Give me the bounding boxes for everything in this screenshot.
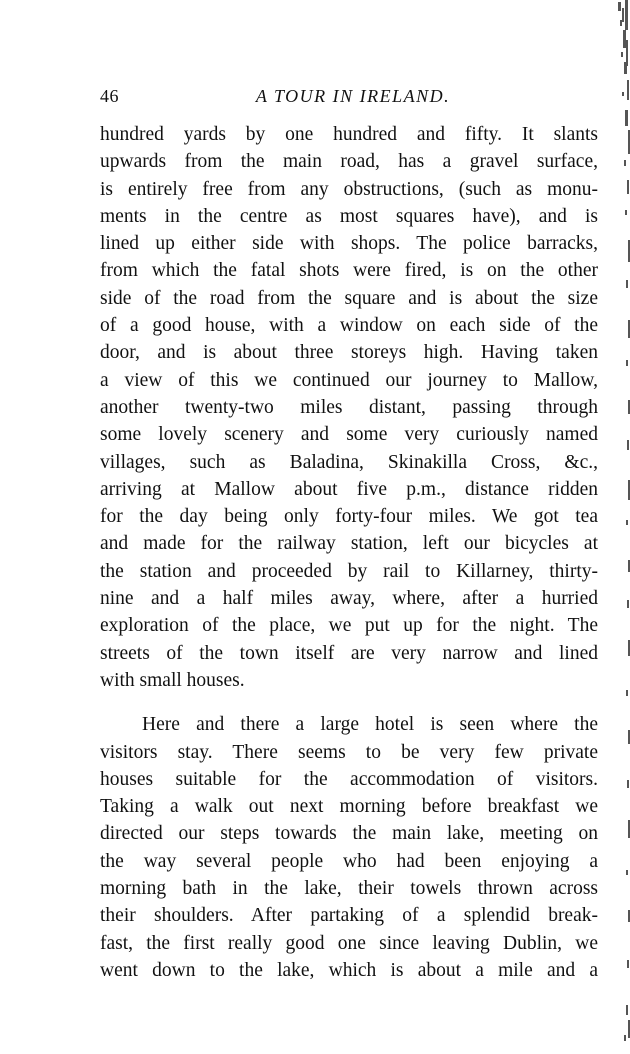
text-line: the way several people who had been enjoying a [100, 850, 598, 872]
running-title: A TOUR IN IRELAND. [255, 86, 451, 106]
text-line: from which the fatal shots were fired, is on the other [100, 260, 598, 282]
text-line: houses suitable for the accommodation of visitors. [100, 768, 598, 790]
text-line: upwards from the main road, has a gravel surface, [100, 151, 598, 173]
paragraph-1 [100, 121, 598, 694]
paragraph-break [100, 694, 598, 711]
text-line: nine and a half miles away, where, after a hurried [100, 588, 598, 610]
text-line: morning bath in the lake, their towels thrown across [100, 878, 598, 900]
text-line: of a good house, with a window on each side of the [100, 315, 598, 337]
text-line: for the day being only forty-four miles. We got tea [100, 506, 598, 528]
text-line: Here and there a large hotel is seen where the [142, 714, 598, 736]
text-line: door, and is about three storeys high. Having taken [100, 342, 598, 364]
text-line: and made for the railway station, left our bicycles at [100, 533, 598, 555]
text-line: streets of the town itself are very narrow and lined [100, 642, 598, 664]
text-line: another twenty-two miles distant, passing through [100, 396, 598, 418]
scan-edge-noise [596, 0, 630, 1054]
text-line: exploration of the place, we put up for the night. The [100, 615, 598, 637]
text-line: Taking a walk out next morning before breakfast we [100, 796, 598, 818]
page-header [100, 84, 598, 108]
page-number: 46 [100, 86, 119, 106]
text-line: arriving at Mallow about five p.m., distance ridden [100, 478, 598, 500]
text-line: lined up either side with shops. The police barracks, [100, 233, 598, 255]
text-line: visitors stay. There seems to be very few private [100, 741, 598, 763]
body-text [100, 121, 598, 984]
text-line: ments in the centre as most squares have), and is [100, 205, 598, 227]
text-line: went down to the lake, which is about a mile and a [100, 959, 598, 981]
text-line: some lovely scenery and some very curiously named [100, 424, 598, 446]
text-line: a view of this we continued our journey to Mallow, [100, 369, 598, 391]
text-line: side of the road from the square and is about the size [100, 287, 598, 309]
text-line: their shoulders. After partaking of a splendid break- [100, 905, 598, 927]
text-line: fast, the first really good one since leaving Dublin, we [100, 932, 598, 954]
text-line: villages, such as Baladina, Skinakilla Cross, &c., [100, 451, 598, 473]
text-line: with small houses. [100, 669, 245, 691]
text-line: is entirely free from any obstructions, (such as monu- [100, 178, 598, 200]
paragraph-2 [100, 711, 598, 984]
text-line: directed our steps towards the main lake, meeting on [100, 823, 598, 845]
text-line: the station and proceeded by rail to Killarney, thirty- [100, 560, 598, 582]
text-line: hundred yards by one hundred and fifty. It slants [100, 124, 598, 145]
